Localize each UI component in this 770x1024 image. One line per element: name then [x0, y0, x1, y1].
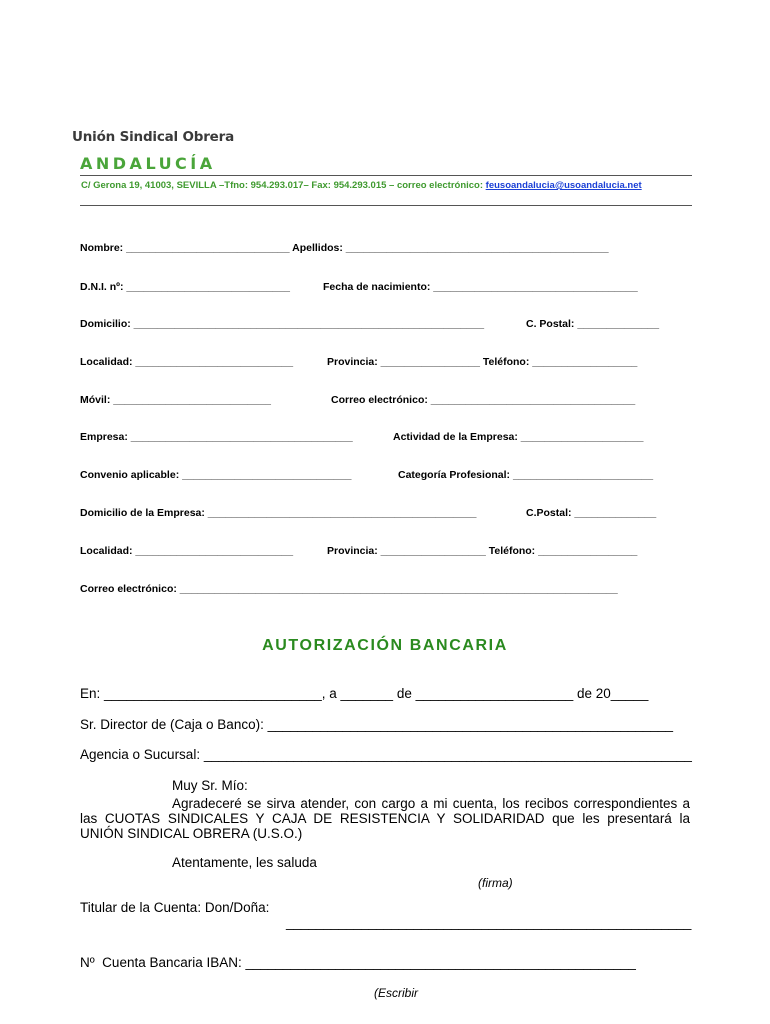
- actividad-field[interactable]: Actividad de la Empresa: _____________________: [393, 431, 644, 443]
- email-link[interactable]: feusoandalucia@usoandalucia.net: [485, 180, 642, 191]
- fecha-nacimiento-field[interactable]: Fecha de nacimiento: ___________________________________: [323, 281, 638, 293]
- despedida-text: Atentamente, les saluda: [172, 855, 317, 870]
- correo-empresa-field[interactable]: Correo electrónico: ___________________________________________________________________________: [80, 583, 618, 595]
- section-title: AUTORIZACIÓN BANCARIA: [262, 637, 508, 654]
- region-name: ANDALUCÍA: [80, 154, 216, 173]
- body-text: Agradeceré se sirva atender, con cargo a mi cuenta, los recibos correspondientes a las CUOTAS SINDICALES Y CAJA DE RESISTENCIA Y SOLIDARIDAD que les presentará la UNIÓN SINDICAL OBRERA (U.S.O.): [80, 796, 690, 841]
- header-divider-top: [80, 175, 692, 176]
- cpostal-empresa-field[interactable]: C.Postal: ______________: [526, 507, 657, 519]
- localidad-field[interactable]: Localidad: ___________________________: [80, 356, 294, 368]
- domicilio-empresa-field[interactable]: Domicilio de la Empresa: ______________________________________________: [80, 507, 477, 519]
- categoria-field[interactable]: Categoría Profesional: ________________________: [398, 469, 654, 481]
- agencia-field[interactable]: Agencia o Sucursal: _________________________________________________________________: [80, 747, 692, 762]
- address-line: [81, 180, 642, 191]
- header-divider-bottom: [80, 205, 692, 206]
- nombre-apellidos-field[interactable]: Nombre: ____________________________ Apellidos: _____________________________________________: [80, 242, 609, 254]
- localidad-empresa-field[interactable]: Localidad: ___________________________: [80, 545, 294, 557]
- titular-field[interactable]: ______________________________________________________: [286, 915, 692, 930]
- cpostal-field[interactable]: C. Postal: ______________: [526, 318, 660, 330]
- movil-field[interactable]: Móvil: ___________________________: [80, 394, 271, 406]
- convenio-field[interactable]: Convenio aplicable: _____________________________: [80, 469, 352, 481]
- firma-label: (firma): [478, 876, 513, 890]
- escribir-label: (Escribir: [374, 986, 418, 1000]
- titular-label: Titular de la Cuenta: Don/Doña:: [80, 900, 270, 915]
- director-field[interactable]: Sr. Director de (Caja o Banco): ______________________________________________________: [80, 717, 674, 732]
- body-paragraph: [80, 796, 690, 841]
- iban-field[interactable]: Nº Cuenta Bancaria IBAN: ____________________________________________________: [80, 955, 636, 970]
- saludo-text: Muy Sr. Mío:: [172, 778, 248, 793]
- correo-field[interactable]: Correo electrónico: ___________________________________: [331, 394, 636, 406]
- dni-field[interactable]: D.N.I. nº: ____________________________: [80, 281, 290, 293]
- organization-name: Unión Sindical Obrera: [72, 129, 234, 145]
- address-text: C/ Gerona 19, 41003, SEVILLA –Tfno: 954.293.017– Fax: 954.293.015 – correo electrónico:: [81, 180, 486, 191]
- lugar-fecha-field[interactable]: En: _____________________________, a _______ de _____________________ de 20_____: [80, 686, 649, 701]
- provincia-telefono-empresa-field[interactable]: Provincia: __________________ Teléfono: _________________: [327, 545, 638, 557]
- empresa-field[interactable]: Empresa: ______________________________________: [80, 431, 353, 443]
- provincia-telefono-field[interactable]: Provincia: _________________ Teléfono: __________________: [327, 356, 638, 368]
- domicilio-field[interactable]: Domicilio: ____________________________________________________________: [80, 318, 485, 330]
